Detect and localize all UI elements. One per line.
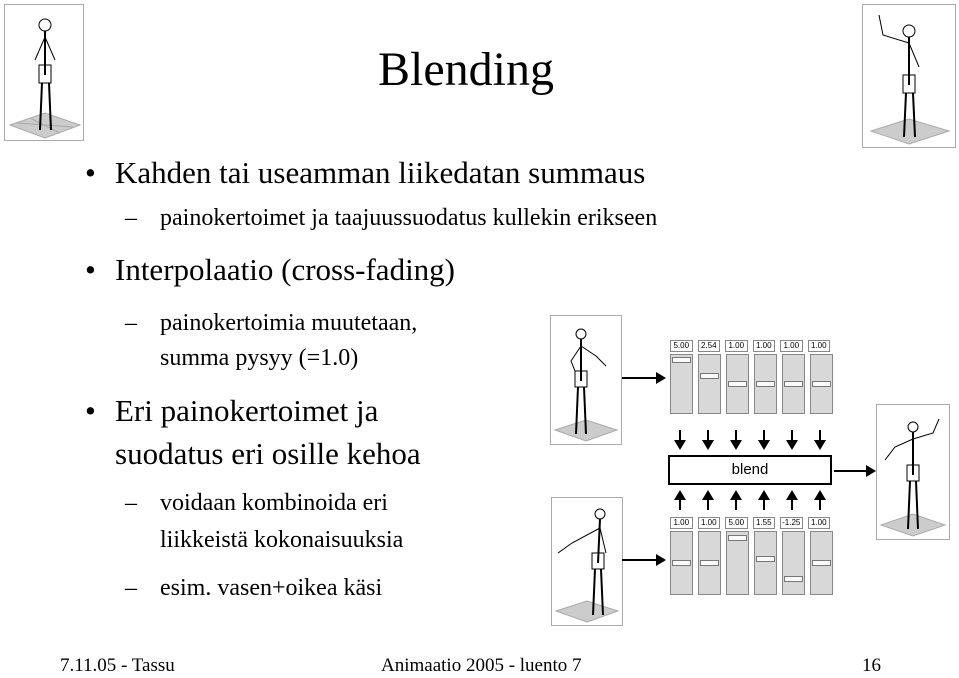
footer-center: Animaatio 2005 - luento 7 xyxy=(381,655,582,676)
slider-thumb[interactable] xyxy=(756,556,775,562)
arrow-right-icon xyxy=(620,370,666,386)
slider-track[interactable] xyxy=(810,531,833,595)
stick-figure-image-top-input xyxy=(550,315,622,445)
slider-value: 1.00 xyxy=(780,340,803,352)
slider-track[interactable] xyxy=(782,531,805,595)
blend-box: blend xyxy=(668,455,832,485)
bullet-2 xyxy=(85,252,455,288)
dash: – xyxy=(125,575,137,601)
dash: – xyxy=(125,490,137,516)
footer-page-number: 16 xyxy=(862,655,881,676)
down-arrows xyxy=(668,428,832,452)
subbullet-2 xyxy=(125,310,417,337)
footer-left: 7.11.05 - Tassu xyxy=(60,655,175,676)
slider-value: 2.54 xyxy=(698,340,721,352)
slider-value: 1.00 xyxy=(698,517,721,529)
stick-figure-image-topleft xyxy=(4,4,84,141)
slider-thumb[interactable] xyxy=(784,576,803,582)
slider-track[interactable] xyxy=(782,354,805,414)
slider-thumb[interactable] xyxy=(812,560,831,566)
slider-value: 1.00 xyxy=(670,517,693,529)
slider-values-top xyxy=(670,340,835,352)
slider-track[interactable] xyxy=(726,354,749,414)
subbullet-text: painokertoimia muutetaan, xyxy=(160,310,418,336)
arrow-up-icon xyxy=(674,490,686,510)
arrow-down-icon xyxy=(758,430,770,450)
up-arrows xyxy=(668,488,832,512)
stick-figure-image-bottom-input xyxy=(551,497,623,626)
bullet-text: Kahden tai useamman liikedatan summaus xyxy=(115,155,646,190)
slider-value: -1.25 xyxy=(780,517,803,529)
bullet-text: Interpolaatio (cross-fading) xyxy=(115,252,456,287)
slider-thumb[interactable] xyxy=(700,373,719,379)
arrow-right-icon xyxy=(832,463,876,479)
slider-value: 5.00 xyxy=(725,517,748,529)
slider-track[interactable] xyxy=(810,354,833,414)
slider-thumb[interactable] xyxy=(672,357,691,363)
slider-value: 1.00 xyxy=(753,340,776,352)
arrow-up-icon xyxy=(702,490,714,510)
slider-thumb[interactable] xyxy=(812,381,831,387)
slider-values-bottom xyxy=(670,517,835,529)
subbullet-text: esim. vasen+oikea käsi xyxy=(160,575,383,601)
slider-track[interactable] xyxy=(698,354,721,414)
slider-thumb[interactable] xyxy=(728,381,747,387)
arrow-down-icon xyxy=(702,430,714,450)
subbullet-text: painokertoimet ja taajuussuodatus kullekin erikseen xyxy=(160,205,658,231)
slider-track[interactable] xyxy=(754,531,777,595)
slider-value: 1.00 xyxy=(725,340,748,352)
bullet-3 xyxy=(85,393,378,429)
arrow-down-icon xyxy=(730,430,742,450)
bullet-1 xyxy=(85,155,645,191)
stick-figure-image-topright xyxy=(862,4,956,148)
arrow-down-icon xyxy=(814,430,826,450)
slider-value: 1.00 xyxy=(808,340,831,352)
slide-title: Blending xyxy=(378,43,554,96)
arrow-up-icon xyxy=(758,490,770,510)
slider-thumb[interactable] xyxy=(784,381,803,387)
slider-thumb[interactable] xyxy=(756,381,775,387)
bullet-dot: • xyxy=(85,155,96,190)
slider-value: 1.00 xyxy=(808,517,831,529)
slider-thumb[interactable] xyxy=(672,560,691,566)
slider-track[interactable] xyxy=(670,354,693,414)
arrow-right-icon xyxy=(620,552,666,568)
slider-track[interactable] xyxy=(726,531,749,595)
arrow-up-icon xyxy=(730,490,742,510)
weight-sliders-bottom xyxy=(670,517,835,597)
arrow-up-icon xyxy=(786,490,798,510)
arrow-up-icon xyxy=(814,490,826,510)
bullet-text: Eri painokertoimet ja xyxy=(115,393,379,428)
bullet-3-cont: suodatus eri osille kehoa xyxy=(115,436,421,471)
weight-sliders-top xyxy=(670,340,835,415)
slider-thumb[interactable] xyxy=(700,560,719,566)
arrow-down-icon xyxy=(786,430,798,450)
slider-track[interactable] xyxy=(698,531,721,595)
dash: – xyxy=(125,205,137,231)
slider-track[interactable] xyxy=(670,531,693,595)
dash: – xyxy=(125,310,137,336)
subbullet-3-cont: liikkeistä kokonaisuuksia xyxy=(160,527,404,553)
slider-thumb[interactable] xyxy=(728,535,747,541)
subbullet-1 xyxy=(125,205,657,232)
slider-track[interactable] xyxy=(754,354,777,414)
bullet-dot: • xyxy=(85,252,96,287)
subbullet-2-cont: summa pysyy (=1.0) xyxy=(160,345,359,371)
slider-value: 5.00 xyxy=(670,340,693,352)
arrow-down-icon xyxy=(674,430,686,450)
subbullet-3 xyxy=(125,490,388,517)
bullet-dot: • xyxy=(85,393,96,428)
subbullet-text: voidaan kombinoida eri xyxy=(160,490,388,516)
stick-figure-image-result xyxy=(876,404,950,540)
subbullet-4 xyxy=(125,575,382,602)
slider-value: 1.55 xyxy=(753,517,776,529)
